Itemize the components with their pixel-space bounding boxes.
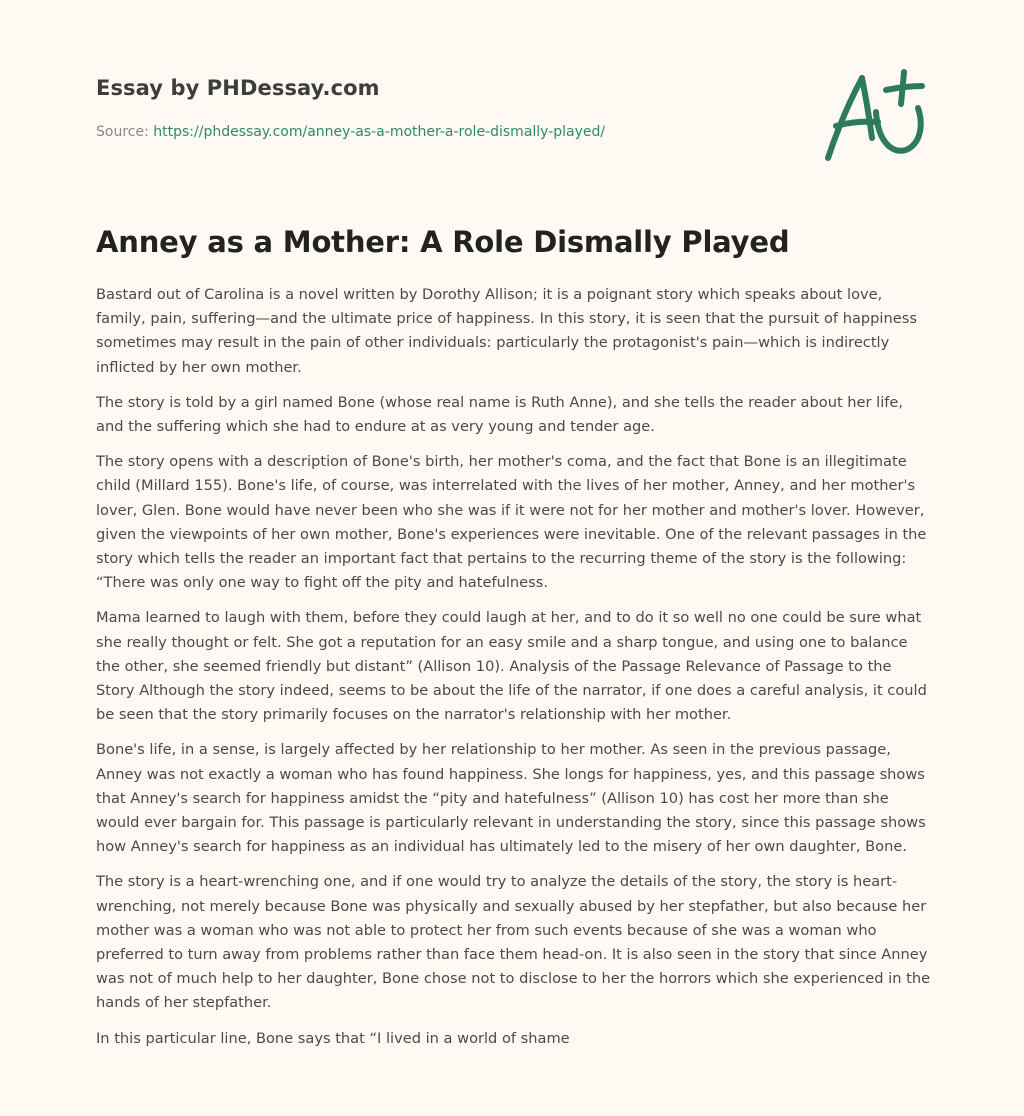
essay-paragraph: The story is told by a girl named Bone (whose real name is Ruth Anne), and she tells the reader about her life, and the suffering which she had to endure at as very young and tender age. — [96, 393, 904, 436]
a-plus-logo-icon — [822, 64, 932, 168]
essay-body — [96, 283, 932, 1062]
site-title: Essay by PHDessay.com — [96, 76, 380, 100]
essay-paragraph: Mama learned to laugh with them, before they could laugh at her, and to do it so well no one could be sure what she really thought or felt. She got a reputation for an easy smile and a sharp tongue, and using one to balance the other, she seemed friendly but distant” (Allison 10). Analysis of the Passage Relevance of Passage to the Story Although the story indeed, seems to be about the life of the narrator, if one does a careful analysis, it could be seen that the story primarily focuses on the narrator's relationship with her mother. — [96, 609, 927, 724]
essay-paragraph: Bone's life, in a sense, is largely affected by her relationship to her mother. As seen in the previous passage, Anney was not exactly a woman who has found happiness. She longs for happiness, yes, and this passage shows that Anney's search for happiness amidst the “pity and hatefulness” (Allison 10) has cost her more than she would ever bargain for. This passage is particularly relevant in understanding the story, since this passage shows how Anney's search for happiness as an individual has ultimately led to the misery of her own daughter, Bone. — [96, 741, 926, 856]
source-label: Source: — [96, 124, 154, 140]
essay-paragraph: In this particular line, Bone says that “I lived in a world of shame — [96, 1029, 570, 1047]
essay-paragraph: The story opens with a description of Bone's birth, her mother's coma, and the fact that Bone is an illegitimate child (Millard 155). Bone's life, of course, was interrelated with the lives of her mother, Anney, and her mother's lover, Glen. Bone would have never been who she was if it were not for her mother and mother's lover. However, given the viewpoints of her own mother, Bone's experiences were inevitable. One of the relevant passages in the story which tells the reader an important fact that pertains to the recurring theme of the story is the following: “There was only one way to fight off the pity and hatefulness. — [96, 453, 927, 592]
source-link[interactable]: https://phdessay.com/anney-as-a-mother-a-role-dismally-played/ — [153, 124, 606, 140]
essay-title: Anney as a Mother: A Role Dismally Played — [96, 225, 790, 259]
essay-paragraph: Bastard out of Carolina is a novel written by Dorothy Allison; it is a poignant story which speaks about love, family, pain, suffering—and the ultimate price of happiness. In this story, it is seen that the pursuit of happiness sometimes may result in the pain of other individuals: particularly the protagonist's pain—which is indirectly inflicted by her own mother. — [96, 286, 917, 376]
essay-paragraph: The story is a heart-wrenching one, and if one would try to analyze the details of the story, the story is heart-wrenching, not merely because Bone was physically and sexually abused by her stepfather, but also because her mother was a woman who was not able to protect her from such events because of she was a woman who preferred to turn away from problems rather than face them head-on. It is also seen in the story that since Anney was not of much help to her daughter, Bone chose not to disclose to her the horrors which she experienced in the hands of her stepfather. — [96, 873, 931, 1012]
source-line — [96, 124, 605, 140]
